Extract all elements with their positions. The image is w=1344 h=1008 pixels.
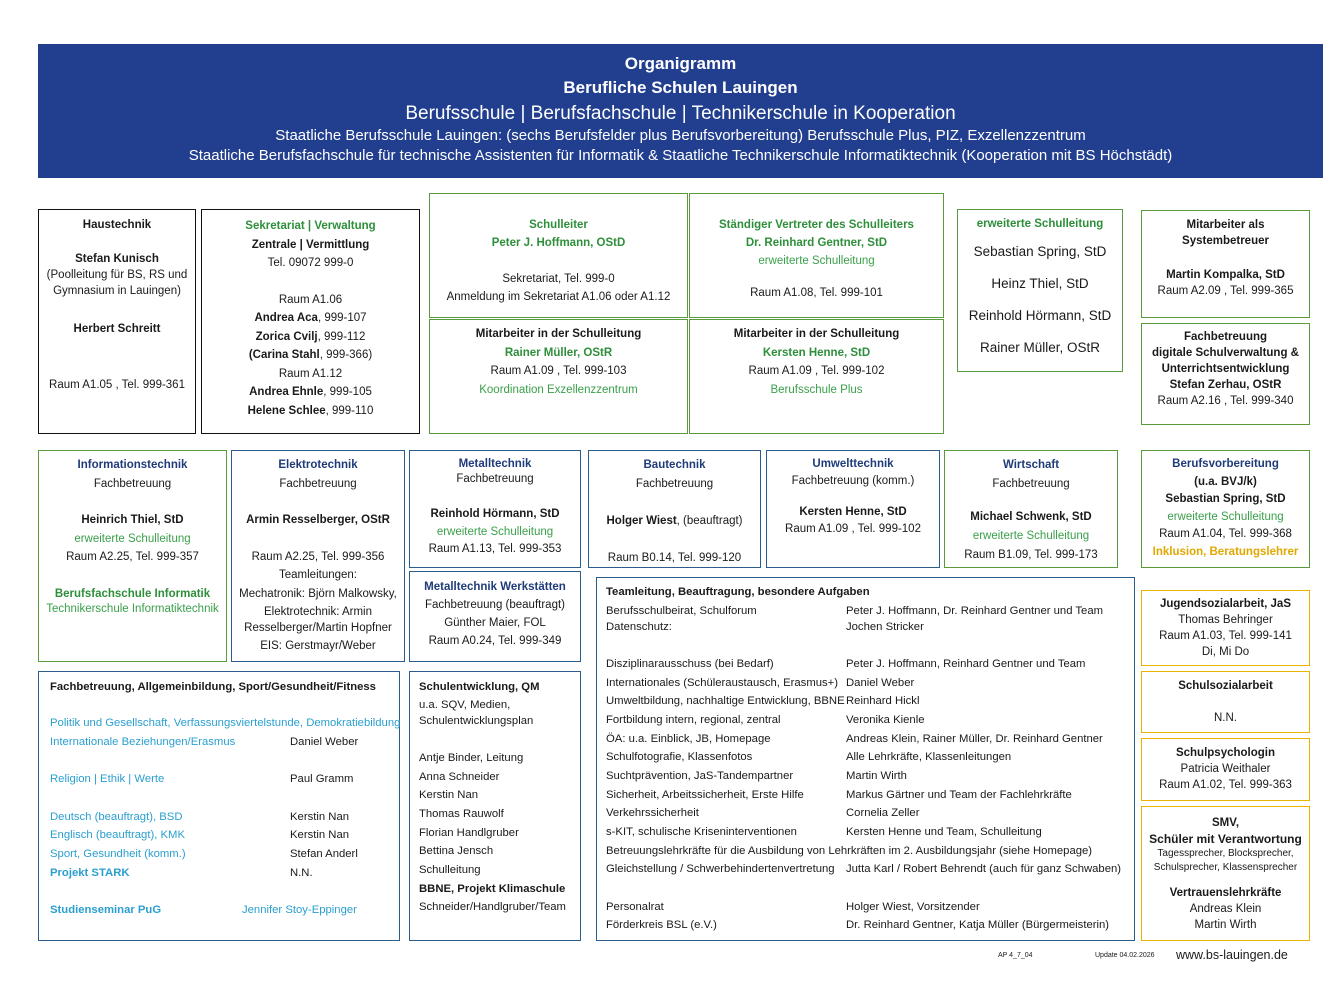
box-subtitle: Fachbetreuung xyxy=(279,477,357,490)
subject-label: Internationale Beziehungen/Erasmus xyxy=(50,736,236,748)
erweiterte-schulleitung-box xyxy=(957,209,1123,372)
phone-ext: , 999-105 xyxy=(323,386,372,398)
member-name: Antje Binder, Leitung xyxy=(419,752,524,764)
task-label: Gleichstellung / Schwerbehindertenvertretung xyxy=(606,863,835,875)
subject-person: Kerstin Nan xyxy=(290,829,350,841)
person-name: Rainer Müller, OStR xyxy=(504,346,613,359)
member-name: Florian Handlgruber xyxy=(419,827,519,839)
phone-ext: , 999-107 xyxy=(317,312,367,324)
person-name: Herbert Schreitt xyxy=(73,323,161,335)
member-name: Bettina Jensch xyxy=(419,845,494,857)
note: (Poolleitung für BS, RS und xyxy=(46,269,188,281)
technikerschule-label: Technikerschule Informatiktechnik xyxy=(46,603,219,615)
task-person: Veronika Kienle xyxy=(846,714,925,726)
room-info: Raum A1.02, Tel. 999-363 xyxy=(1159,779,1292,791)
task-label: Betreuungslehrkräfte für die Ausbildung von Lehrkräften im 2. Ausbildungsjahr (siehe Homepage) xyxy=(606,845,1093,857)
subject-label: Religion | Ethik | Werte xyxy=(50,773,165,785)
box-title: Systembetreuer xyxy=(1182,235,1269,247)
elektrotechnik-box xyxy=(231,450,405,662)
person-name: Helene Schlee xyxy=(247,404,326,417)
task-person: Dr. Reinhard Gentner, Katja Müller (Bürgermeisterin) xyxy=(846,919,1110,931)
person-name: Dr. Reinhard Gentner, StD xyxy=(745,237,888,249)
inklusion-label: Inklusion, Beratungslehrer xyxy=(1152,545,1299,558)
wirtschaft-box xyxy=(944,450,1118,568)
box-title: Mitarbeiter als xyxy=(1186,219,1265,231)
box-subtitle: Fachbetreuung (komm.) xyxy=(791,475,915,487)
subject-person: N.N. xyxy=(290,867,313,879)
task-label: Datenschutz: xyxy=(606,621,672,633)
task-person: Jutta Karl / Robert Behrendt (auch für ganz Schwaben) xyxy=(846,863,1122,875)
person-name: (Carina Stahl xyxy=(248,349,320,361)
note: , (beauftragt) xyxy=(676,515,743,527)
task-person: Peter J. Hoffmann, Reinhard Gentner und Team xyxy=(846,658,1086,670)
box-title: Berufsvorbereitung xyxy=(1172,458,1279,470)
member-name: Thomas Rauwolf xyxy=(419,808,504,820)
room-info: Raum A1.09 , Tel. 999-103 xyxy=(490,365,627,377)
smv-box xyxy=(1141,806,1310,941)
box-subtitle: Zentrale | Vermittlung xyxy=(251,238,370,251)
box-subtitle: (u.a. BVJ/k) xyxy=(1194,475,1257,488)
vertreter-box xyxy=(689,193,944,318)
box-title: Unterrichtsentwicklung xyxy=(1161,363,1290,375)
person xyxy=(202,383,419,402)
person xyxy=(202,309,419,328)
member-name: Reinhold Hörmann, StD xyxy=(968,308,1112,323)
website-link[interactable]: www.bs-lauingen.de xyxy=(1176,948,1288,962)
task-person: Holger Wiest, Vorsitzender xyxy=(846,901,980,913)
person-name: Thomas Behringer xyxy=(1178,614,1273,626)
box-title: Elektrotechnik xyxy=(278,459,358,471)
person-name: Heinrich Thiel, StD xyxy=(81,514,184,526)
subject-person: Stefan Anderl xyxy=(290,848,358,860)
header-subline-1: Staatliche Berufsschule Lauingen: (sechs Berufsfelder plus Berufsvorbereitung) Berufsschule Plus, PIZ, Exzellenzzentrum xyxy=(275,127,1086,144)
fachbetreuung-digital-box xyxy=(1141,323,1310,425)
mitarbeiter-box-1 xyxy=(429,319,688,434)
schulentwicklung-box xyxy=(409,671,581,941)
update-date: Update 04.02.2026 xyxy=(1095,952,1155,959)
smv-roles: Tagessprecher, Blocksprecher, xyxy=(1157,848,1294,859)
member-name: Schulleitung xyxy=(419,864,481,876)
room-info: Raum A2.25, Tel. 999-357 xyxy=(66,551,199,563)
teamleitungen-label: Teamleitungen: xyxy=(279,569,357,581)
box-title: SMV, xyxy=(1211,817,1240,829)
person-name: Kersten Henne, StD xyxy=(799,506,907,518)
vertrauenslehrkraefte-title: Vertrauenslehrkräfte xyxy=(1169,887,1282,899)
task-person: Jochen Stricker xyxy=(846,621,924,633)
subject-label: Deutsch (beauftragt), BSD xyxy=(50,811,183,823)
room-info: Raum A1.05 , Tel. 999-361 xyxy=(49,379,185,391)
room-info: Raum A1.12 xyxy=(278,367,343,380)
room-info: Raum A1.06 xyxy=(278,293,343,306)
role: Berufsschule Plus xyxy=(770,383,863,396)
role: erweiterte Schulleitung xyxy=(1167,510,1284,523)
task-person: Kersten Henne und Team, Schulleitung xyxy=(846,826,1042,838)
smv-roles: Schulsprecher, Klassensprecher xyxy=(1153,862,1298,873)
task-label: Disziplinarausschuss (bei Bedarf) xyxy=(606,658,774,670)
berufsvorbereitung-box xyxy=(1141,450,1310,568)
team-lead: EIS: Gerstmayr/Weber xyxy=(260,640,376,652)
role: Koordination Exzellenzzentrum xyxy=(479,383,638,396)
task-person: Alle Lehrkräfte, Klassenleitungen xyxy=(846,751,1012,763)
box-title: Schulsozialarbeit xyxy=(1178,680,1273,692)
task-person: Daniel Weber xyxy=(846,677,915,689)
person-name: Stefan Kunisch xyxy=(75,253,159,265)
box-title: Schulpsychologin xyxy=(1175,747,1276,759)
box-title: Bautechnik xyxy=(643,459,706,471)
description: u.a. SQV, Medien, xyxy=(419,699,511,711)
task-label: Personalrat xyxy=(606,901,664,913)
phone-ext: , 999-112 xyxy=(317,330,366,343)
box-title: Schulleiter xyxy=(529,219,588,231)
room-info: Raum A0.24, Tel. 999-349 xyxy=(428,635,562,647)
phone: Tel. 09072 999-0 xyxy=(267,257,354,269)
room-info: Raum B1.09, Tel. 999-173 xyxy=(964,549,1098,561)
role: erweiterte Schulleitung xyxy=(74,532,191,545)
phone-ext: , 999-366) xyxy=(319,349,373,361)
person-name: Günther Maier, FOL xyxy=(444,617,546,629)
room-info: Raum B0.14, Tel. 999-120 xyxy=(607,552,742,564)
team-lead: Mechatronik: Björn Malkowsky, xyxy=(239,587,397,600)
document-code: AP 4_7_04 xyxy=(998,952,1033,959)
task-person: Reinhard Hickl xyxy=(846,695,920,707)
school-name: Berufliche Schulen Lauingen xyxy=(563,78,798,97)
member-name: Anna Schneider xyxy=(419,771,500,783)
box-title: Mitarbeiter in der Schulleitung xyxy=(733,328,900,340)
metalltechnik-box xyxy=(409,450,581,568)
bbne-members: Schneider/Handlgruber/Team xyxy=(419,901,566,913)
subject-label: Projekt STARK xyxy=(50,867,130,879)
contact: Anmeldung im Sekretariat A1.06 oder A1.12 xyxy=(446,291,671,303)
task-person: Peter J. Hoffmann, Dr. Reinhard Gentner und Team xyxy=(846,605,1104,617)
person-name: Reinhold Hörmann, StD xyxy=(430,508,560,520)
task-label: s-KIT, schulische Kriseninterventionen xyxy=(606,826,797,838)
room-info: Raum A1.09 , Tel. 999-102 xyxy=(748,365,885,377)
person-name: Peter J. Hoffmann, OStD xyxy=(491,237,626,249)
person-name: Andrea Ehnle xyxy=(249,386,324,398)
box-title: Ständiger Vertreter des Schulleiters xyxy=(719,219,914,231)
person-name: Michael Schwenk, StD xyxy=(970,511,1092,523)
box-subtitle: Fachbetreuung xyxy=(635,478,714,490)
person-name: Kersten Henne, StD xyxy=(762,346,871,359)
systembetreuer-box xyxy=(1141,210,1310,318)
contact: Sekretariat, Tel. 999-0 xyxy=(502,273,615,285)
box-title: Schulentwicklung, QM xyxy=(419,681,540,693)
task-label: Verkehrssicherheit xyxy=(606,807,699,819)
room-info: Raum A1.13, Tel. 999-353 xyxy=(428,543,562,555)
person-name: Armin Resselberger, OStR xyxy=(246,514,390,526)
task-label: Umweltbildung, nachhaltige Entwicklung, BBNE xyxy=(606,695,845,707)
room-info: Raum A1.04, Tel. 999-368 xyxy=(1159,528,1292,540)
task-label: Internationales (Schüleraustausch, Erasmus+) xyxy=(606,677,839,689)
task-label: Suchtprävention, JaS-Tandempartner xyxy=(606,770,794,782)
member-name: Rainer Müller, OStR xyxy=(979,340,1101,355)
page-title: Organigramm xyxy=(624,54,737,73)
subject-label: Politik und Gesellschaft, Verfassungsviertelstunde, Demokratiebildung xyxy=(50,717,401,729)
task-label: Fortbildung intern, regional, zentral xyxy=(606,714,781,726)
task-label: Förderkreis BSL (e.V.) xyxy=(606,919,717,931)
role: erweiterte Schulleitung xyxy=(972,530,1090,542)
bbne-title: BBNE, Projekt Klimaschule xyxy=(419,883,566,895)
subject-label: Sport, Gesundheit (komm.) xyxy=(50,848,186,860)
mitarbeiter-box-2 xyxy=(689,319,944,434)
berufsfachschule-label: Berufsfachschule Informatik xyxy=(54,587,211,600)
person-name: N.N. xyxy=(1214,712,1237,724)
person-name: Stefan Zerhau, OStR xyxy=(1169,379,1282,391)
member-name: Heinz Thiel, StD xyxy=(991,276,1089,291)
team-lead: Elektrotechnik: Armin xyxy=(263,606,372,618)
task-label: Sicherheit, Arbeitssicherheit, Erste Hilfe xyxy=(606,789,804,801)
box-subtitle: Fachbetreuung (beauftragt) xyxy=(424,599,565,611)
subject-person: Paul Gramm xyxy=(290,773,354,785)
subject-label: Studienseminar PuG xyxy=(50,904,162,916)
haustechnik-box xyxy=(38,209,196,434)
box-subtitle: Fachbetreuung xyxy=(456,472,534,485)
room-info: Raum A1.08, Tel. 999-101 xyxy=(750,287,883,299)
person-name: Sebastian Spring, StD xyxy=(1165,493,1286,505)
box-title: Fachbetreuung xyxy=(1183,331,1268,343)
member-name: Kerstin Nan xyxy=(419,789,479,801)
allgemeinbildung-box xyxy=(38,671,400,941)
box-subtitle: Schüler mit Verantwortung xyxy=(1149,832,1302,846)
person-name: Martin Kompalka, StD xyxy=(1166,269,1285,281)
umwelttechnik-box xyxy=(766,450,940,568)
room-info: Raum A2.25, Tel. 999-356 xyxy=(251,550,385,563)
box-title: Informationstechnik xyxy=(77,459,188,471)
informationstechnik-box xyxy=(38,450,227,662)
subject-person: Jennifer Stoy-Eppinger xyxy=(242,904,357,916)
box-title: Haustechnik xyxy=(82,219,152,231)
room-info: Raum A2.16 , Tel. 999-340 xyxy=(1157,395,1294,407)
task-person: Cornelia Zeller xyxy=(846,807,920,819)
person-name: Martin Wirth xyxy=(1194,919,1257,931)
team-lead: Resselberger/Martin Hopfner xyxy=(244,621,392,634)
person-name: Patricia Weithaler xyxy=(1180,763,1271,775)
schulsozialarbeit-box xyxy=(1141,671,1310,733)
box-title: Wirtschaft xyxy=(1002,459,1060,471)
sekretariat-box xyxy=(201,209,420,434)
phone-ext: , 999-110 xyxy=(325,404,374,417)
school-types: Berufsschule | Berufsfachschule | Technikerschule in Kooperation xyxy=(405,103,956,124)
person-name: Holger Wiest xyxy=(606,515,677,527)
box-title: Teamleitung, Beauftragung, besondere Aufgaben xyxy=(606,586,870,598)
room-info: Raum A2.09 , Tel. 999-365 xyxy=(1157,285,1294,297)
person xyxy=(202,402,419,421)
jugendsozialarbeit-box xyxy=(1141,590,1310,666)
description: Schulentwicklungsplan xyxy=(419,715,534,727)
schulpsychologin-box xyxy=(1141,738,1310,801)
member-name: Sebastian Spring, StD xyxy=(973,244,1107,259)
box-title: erweiterte Schulleitung xyxy=(976,218,1104,230)
box-title: digitale Schulverwaltung & xyxy=(1152,347,1299,359)
role: erweiterte Schulleitung xyxy=(436,525,554,538)
box-title: Metalltechnik Werkstätten xyxy=(424,581,566,593)
box-title: Umwelttechnik xyxy=(812,458,894,470)
bautechnik-box xyxy=(588,450,761,568)
person xyxy=(202,328,419,347)
subject-person: Kerstin Nan xyxy=(290,811,350,823)
person-name: Andrea Aca xyxy=(254,312,318,324)
person-name: Zorica Cvilj xyxy=(255,330,318,343)
box-subtitle: Fachbetreuung xyxy=(93,477,172,490)
task-person: Markus Gärtner und Team der Fachlehrkräfte xyxy=(846,789,1072,801)
teamleitung-box xyxy=(596,577,1135,941)
days: Di, Mi Do xyxy=(1201,646,1250,658)
box-title: Fachbetreuung, Allgemeinbildung, Sport/Gesundheit/Fitness xyxy=(50,681,376,693)
person-name: Andreas Klein xyxy=(1189,903,1262,915)
box-title: Sekretariat | Verwaltung xyxy=(245,220,376,232)
header-subline-2: Staatliche Berufsfachschule für technische Assistenten für Informatik & Staatliche Technikerschule Informatiktechnik (Kooperation mit BS Höchstädt) xyxy=(188,147,1173,164)
schulleiter-box xyxy=(429,193,688,318)
task-label: Berufsschulbeirat, Schulforum xyxy=(606,605,757,617)
box-title: Mitarbeiter in der Schulleitung xyxy=(475,328,642,340)
subject-person: Daniel Weber xyxy=(290,736,359,748)
subject-label: Englisch (beauftragt), KMK xyxy=(50,829,185,841)
room-info: Raum A1.09 , Tel. 999-102 xyxy=(785,523,921,535)
person xyxy=(202,346,419,365)
role: erweiterte Schulleitung xyxy=(758,255,875,267)
box-title: Jugendsozialarbeit, JaS xyxy=(1159,598,1291,610)
person xyxy=(589,512,760,531)
note: Gymnasium in Lauingen) xyxy=(53,285,181,297)
task-person: Martin Wirth xyxy=(846,770,907,782)
room-info: Raum A1.03, Tel. 999-141 xyxy=(1159,630,1292,642)
box-subtitle: Fachbetreuung xyxy=(992,478,1070,490)
task-label: ÖA: u.a. Einblick, JB, Homepage xyxy=(606,733,771,745)
task-person: Andreas Klein, Rainer Müller, Dr. Reinhard Gentner xyxy=(846,733,1103,745)
werkstaetten-box xyxy=(409,571,581,662)
task-label: Schulfotografie, Klassenfotos xyxy=(606,751,753,763)
box-title: Metalltechnik xyxy=(458,458,532,470)
page-header xyxy=(38,44,1323,178)
